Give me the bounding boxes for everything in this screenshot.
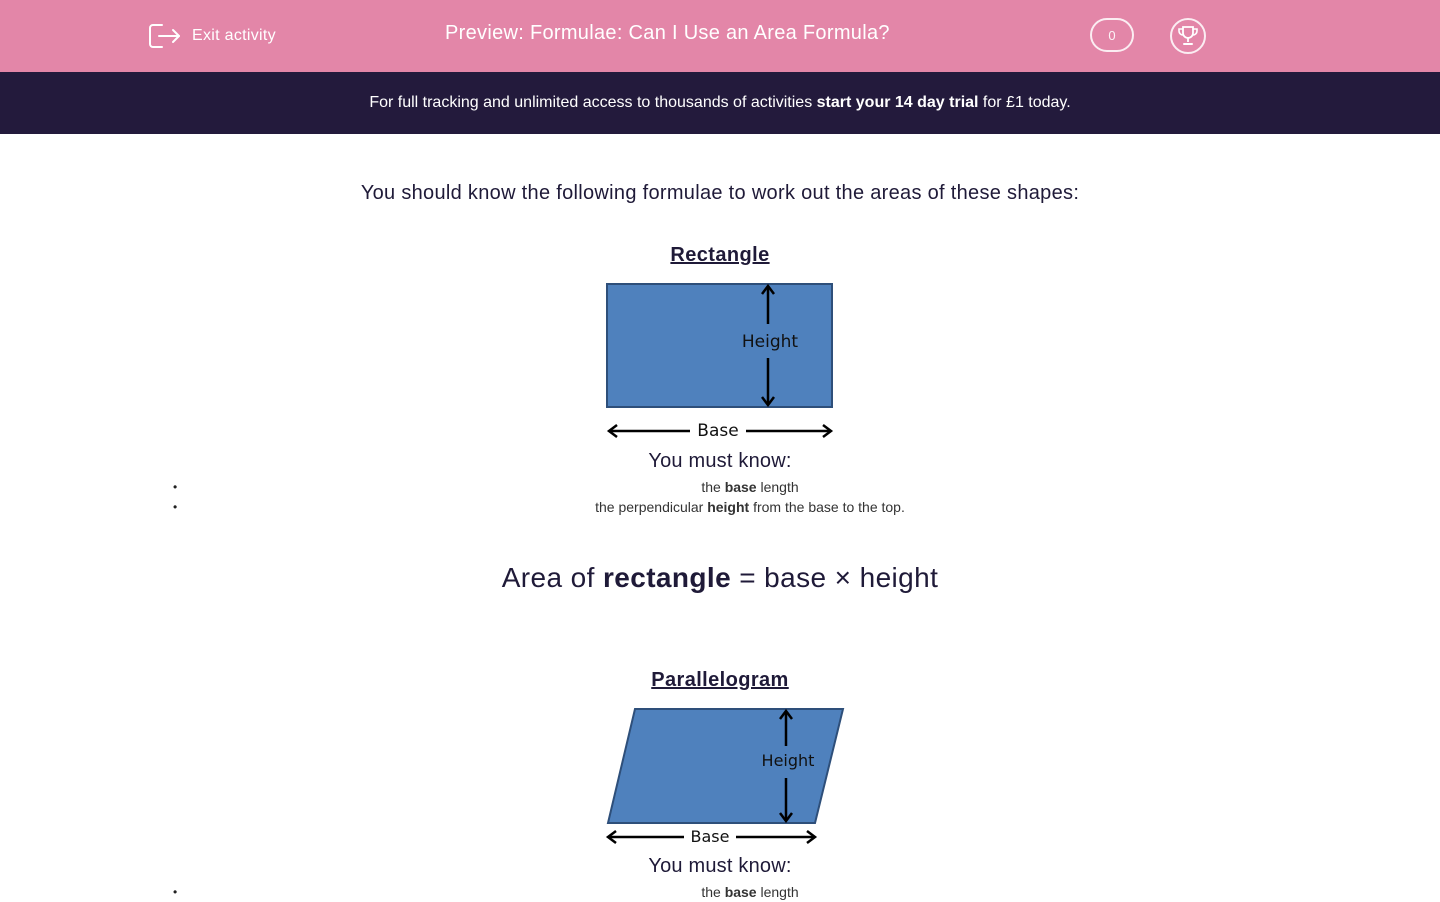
rectangle-height-label: Height <box>741 332 799 352</box>
parallelogram-heading: Parallelogram <box>651 669 789 691</box>
rectangle-base-label: Base <box>697 421 739 441</box>
list-item: • the base length <box>0 477 1440 497</box>
rectangle-know-list <box>0 477 1440 517</box>
exit-icon <box>148 22 182 50</box>
lesson-content <box>0 134 1440 900</box>
trial-banner-suffix: for £1 today. <box>978 94 1071 111</box>
exit-activity-label: Exit activity <box>192 27 276 44</box>
rectangle-shape <box>607 284 832 407</box>
parallelogram-height-label: Height <box>761 751 815 770</box>
score-counter: 0 <box>1090 18 1134 52</box>
page-title: Preview: Formulae: Can I Use an Area Formula? <box>445 22 890 44</box>
start-trial-link[interactable]: start your 14 day trial <box>816 94 979 111</box>
trial-banner <box>0 72 1440 134</box>
parallelogram-base-label: Base <box>690 827 730 846</box>
parallelogram-diagram <box>600 706 850 854</box>
rectangle-must-know: You must know: <box>648 450 792 472</box>
rectangle-formula: Area of rectangle = base × height <box>501 562 939 593</box>
list-item: • the perpendicular height from the base to the top. <box>0 497 1440 517</box>
trophy-button[interactable] <box>1170 18 1206 54</box>
trophy-icon <box>1177 25 1199 47</box>
parallelogram-must-know: You must know: <box>648 855 792 877</box>
top-bar <box>0 0 1440 72</box>
parallelogram-know-list <box>0 882 1440 902</box>
trial-banner-prefix: For full tracking and unlimited access to thousands of activities <box>369 94 817 111</box>
intro-text: You should know the following formulae to work out the areas of these shapes: <box>360 182 1080 204</box>
rectangle-heading: Rectangle <box>670 244 770 266</box>
exit-activity-button[interactable] <box>148 20 276 52</box>
list-item: • the base length <box>0 882 1440 902</box>
rectangle-diagram <box>600 280 840 446</box>
